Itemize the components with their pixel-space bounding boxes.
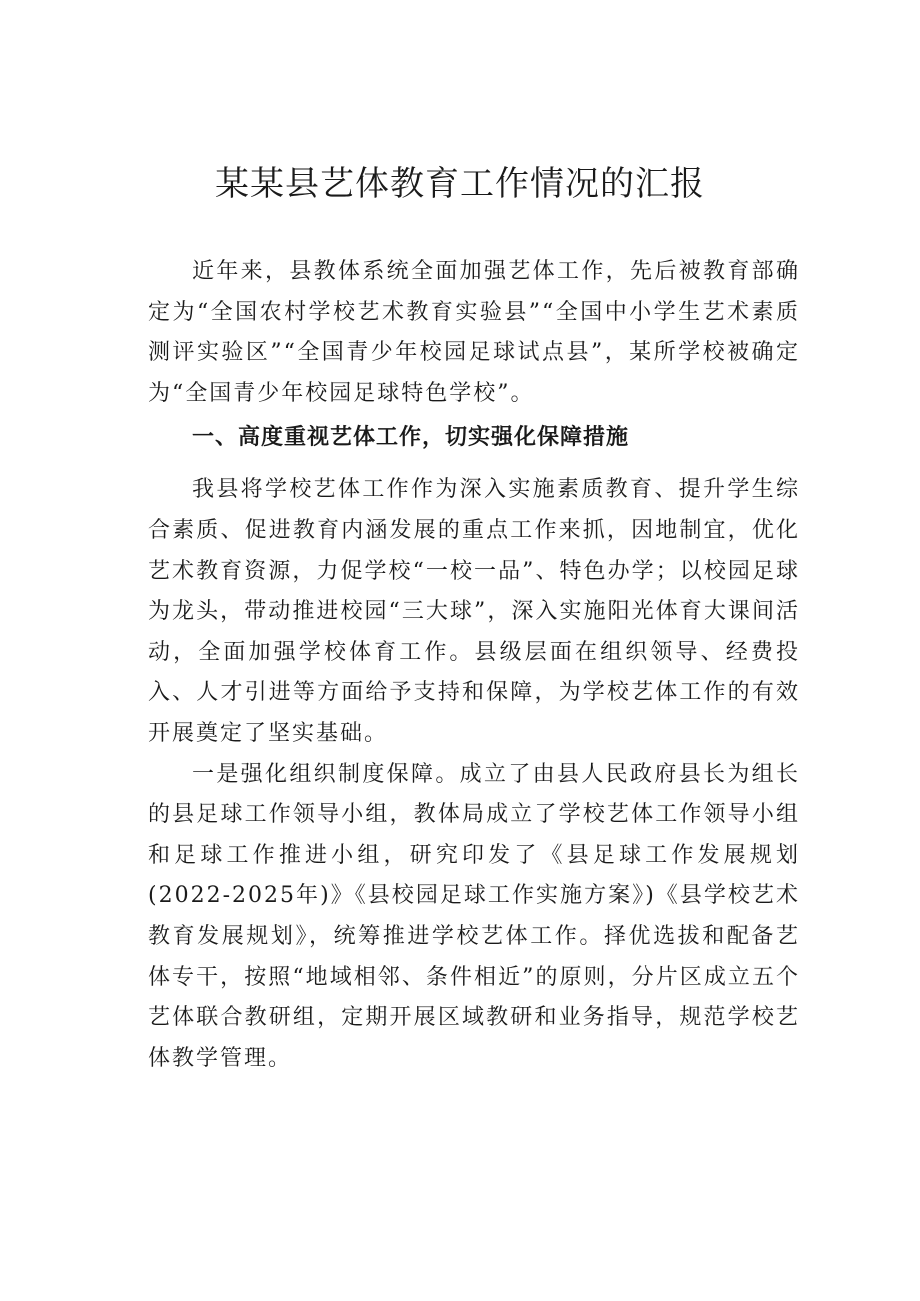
- section-paragraph-1: 我县将学校艺体工作作为深入实施素质教育、提升学生综合素质、促进教育内涵发展的重点工作来抓，因地制宜，优化艺术教育资源，力促学校“一校一品”、特色办学；以校园足球为龙头，带动推进校园“三大球”，深入实施阳光体育大课间活动，全面加强学校体育工作。县级层面在组织领导、经费投入、人才引进等方面给予支持和保障，为学校艺体工作的有效开展奠定了坚实基础。: [148, 477, 800, 746]
- section-paragraph-2: 一是强化组织制度保障。成立了由县人民政府县长为组长的县足球工作领导小组，教体局成立了学校艺体工作领导小组和足球工作推进小组，研究印发了《县足球工作发展规划(2022-2025年)》《县校园足球工作实施方案》)《县学校艺术教育发展规划》，统筹推进学校艺体工作。择优选拔和配备艺体专干，按照“地域相邻、条件相近”的原则，分片区成立五个艺体联合教研组，定期开展区域教研和业务指导，规范学校艺体教学管理。: [148, 761, 800, 1071]
- document-title: 某某县艺体教育工作情况的汇报: [215, 164, 705, 204]
- section-heading: 一、高度重视艺体工作，切实强化保障措施: [192, 425, 630, 451]
- intro-paragraph: 近年来，县教体系统全面加强艺体工作，先后被教育部确定为“全国农村学校艺术教育实验县”“全国中小学生艺术素质测评实验区”“全国青少年校园足球试点县”，某所学校被确定为“全国青少年校园足球特色学校”。: [148, 259, 800, 406]
- document-body: [148, 252, 800, 1079]
